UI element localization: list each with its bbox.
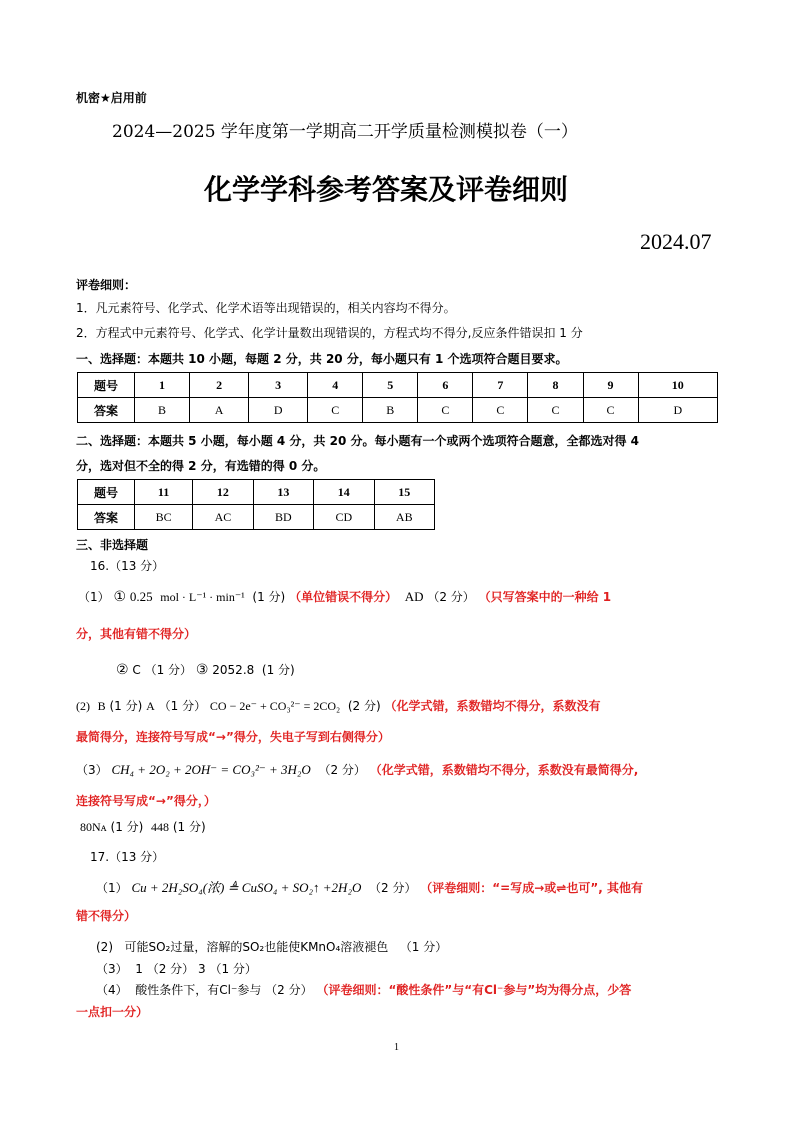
table-cell: 3 <box>249 373 308 398</box>
q16-equation: CO − 2e⁻ + CO₃²⁻ = 2CO₂ <box>209 699 341 713</box>
q16-part2-label: (2) <box>76 699 90 713</box>
table-cell: 1 <box>135 373 190 398</box>
q17-grading-note: （评卷细则：“=写成→或⇌也可”, 其他有 <box>420 881 643 895</box>
table-cell: 2 <box>190 373 249 398</box>
table-cell: CD <box>314 505 374 530</box>
table-cell: 14 <box>314 480 374 505</box>
table-cell: C <box>528 398 583 423</box>
table-cell: C <box>473 398 528 423</box>
q16-grading-note: 分，其他有错不得分） <box>76 627 197 641</box>
table-cell: B <box>135 398 190 423</box>
q17-part1-line <box>96 877 643 896</box>
page-number: 1 <box>394 1042 399 1053</box>
table-cell: C <box>583 398 638 423</box>
table-cell: 题号 <box>78 480 135 505</box>
q17-grading-note: 错不得分） <box>76 909 137 923</box>
table-row <box>78 398 718 423</box>
table-cell: 13 <box>253 480 313 505</box>
q17-grading-note: 一点扣一分） <box>76 1005 149 1019</box>
table-cell: 5 <box>363 373 418 398</box>
q16-answer: AD <box>404 589 424 604</box>
table-cell: C <box>308 398 363 423</box>
q16-answer: 448 <box>151 820 169 834</box>
confidential-label: 机密★启用前 <box>76 91 147 105</box>
table-cell: 11 <box>135 480 193 505</box>
q16-part1-line2 <box>116 661 295 678</box>
q17-score: （1 分） <box>399 940 448 954</box>
q17-grading-note: （评卷细则：“酸性条件”与“有Cl⁻参与”均为得分点，少答 <box>316 983 632 997</box>
table-cell: 8 <box>528 373 583 398</box>
q16-rate-value: 0.25 <box>129 589 153 604</box>
table-cell: 15 <box>374 480 434 505</box>
q16-answer: B <box>97 699 106 713</box>
table-cell: 答案 <box>78 505 135 530</box>
q16-part1-line <box>78 588 611 605</box>
section1-answer-table <box>77 372 718 423</box>
table-cell: D <box>638 398 717 423</box>
q17-part3-line <box>96 960 257 977</box>
rule-item-1: 1．凡元素符号、化学式、化学术语等出现错误的，相关内容均不得分。 <box>76 301 456 315</box>
table-cell: 答案 <box>78 398 135 423</box>
q16-part3-line <box>76 761 638 778</box>
q16-rate-unit: mol · L⁻¹ · min⁻¹ <box>160 590 245 604</box>
q16-score: (2 分) <box>347 699 381 713</box>
document-date: 2024.07 <box>640 229 712 254</box>
table-cell: B <box>363 398 418 423</box>
q16-score: （1 分） <box>158 699 207 713</box>
q16-answer: 2052.8 <box>212 663 255 677</box>
q16-grading-note: （只写答案中的一种给 1 <box>478 590 612 604</box>
q16-answer: 80Nᴀ <box>80 820 107 834</box>
table-cell: C <box>418 398 473 423</box>
table-cell: 7 <box>473 373 528 398</box>
rule-item-2: 2．方程式中元素符号、化学式、化学计量数出现错误的，方程式均不得分,反应条件错误扣 1 分 <box>76 326 583 340</box>
q16-score: (1 分) <box>261 663 295 677</box>
circled-2-icon: ② <box>116 662 129 678</box>
q16-grading-note: （单位错误不得分） <box>289 590 398 604</box>
table-row <box>78 480 435 505</box>
q16-part3-label: （3） <box>76 763 108 777</box>
q17-score: （2 分） <box>265 983 313 997</box>
q17-answer: 可能SO₂过量，溶解的SO₂也能使KMnO₄溶液褪色 <box>124 940 389 954</box>
q17-part4-line <box>96 981 631 998</box>
section2-answer-table <box>77 479 435 530</box>
q16-score: (1 分) <box>109 699 143 713</box>
q16-part4-line <box>80 818 206 835</box>
q16-score: （2 分） <box>427 590 475 604</box>
q17-part4-label: （4） <box>96 983 128 997</box>
q17-answer: 1 （2 分） 3 （1 分） <box>135 962 257 976</box>
q17-part2-line <box>96 938 447 955</box>
exam-title: 2024—2025 学年度第一学期高二开学质量检测模拟卷（一） <box>112 122 578 142</box>
q17-score: （2 分） <box>369 881 417 895</box>
circled-3-icon: ③ <box>195 662 209 678</box>
q16-title: 16.（13 分） <box>90 559 165 573</box>
table-cell: 12 <box>193 480 253 505</box>
q16-part2-line <box>76 697 601 714</box>
q16-part1-label: （1） <box>78 590 110 604</box>
table-cell: A <box>190 398 249 423</box>
q16-grading-note: 连接符号写成“→”得分，） <box>76 794 216 808</box>
q17-title: 17.（13 分） <box>90 850 165 864</box>
q16-score: (1 分) <box>252 590 286 604</box>
table-cell: BD <box>253 505 313 530</box>
rules-heading: 评卷细则： <box>76 278 137 292</box>
section2-heading-line2: 分，选对但不全的得 2 分，有选错的得 0 分。 <box>76 459 326 473</box>
main-title: 化学学科参考答案及评卷细则 <box>204 173 569 206</box>
table-cell: D <box>249 398 308 423</box>
q17-part3-label: （3） <box>96 962 128 976</box>
table-cell: 9 <box>583 373 638 398</box>
q16-score: （1 分） <box>144 663 193 677</box>
q16-score: (1 分) <box>110 820 144 834</box>
q16-grading-note: （化学式错，系数错均不得分，系数没有最简得分, <box>369 763 639 777</box>
table-cell: BC <box>135 505 193 530</box>
table-row <box>78 505 435 530</box>
section2-heading-line1: 二、选择题：本题共 5 小题，每小题 4 分，共 20 分。每小题有一个或两个选项符合题意，全都选对得 4 <box>76 434 639 448</box>
table-row <box>78 373 718 398</box>
table-cell: AB <box>374 505 434 530</box>
table-cell: 6 <box>418 373 473 398</box>
table-cell: 10 <box>638 373 717 398</box>
table-cell: 题号 <box>78 373 135 398</box>
section1-heading: 一、选择题：本题共 10 小题，每题 2 分，共 20 分，每小题只有 1 个选项符合题目要求。 <box>76 352 568 366</box>
q16-answer: A <box>146 699 155 713</box>
table-cell: AC <box>193 505 253 530</box>
table-cell: 4 <box>308 373 363 398</box>
q16-score: (1 分) <box>172 820 206 834</box>
q17-equation: Cu + 2H₂SO₄(浓) ≜ CuSO₄ + SO₂↑ +2H₂O <box>131 880 362 895</box>
q16-equation: CH₄ + 2O₂ + 2OH⁻ = CO₃²⁻ + 3H₂O <box>111 762 311 777</box>
circled-1-icon: ① <box>113 589 127 605</box>
q16-grading-note: （化学式错，系数错均不得分，系数没有 <box>384 699 601 713</box>
q17-part2-label: (2) <box>96 940 113 954</box>
q17-part1-label: （1） <box>96 881 128 895</box>
q16-answer: C <box>132 663 141 677</box>
q16-score: （2 分） <box>318 763 366 777</box>
q17-answer: 酸性条件下，有Cl⁻参与 <box>135 983 262 997</box>
section3-heading: 三、非选择题 <box>76 538 149 552</box>
q16-grading-note: 最简得分，连接符号写成“→”得分，失电子写到右侧得分） <box>76 730 390 744</box>
